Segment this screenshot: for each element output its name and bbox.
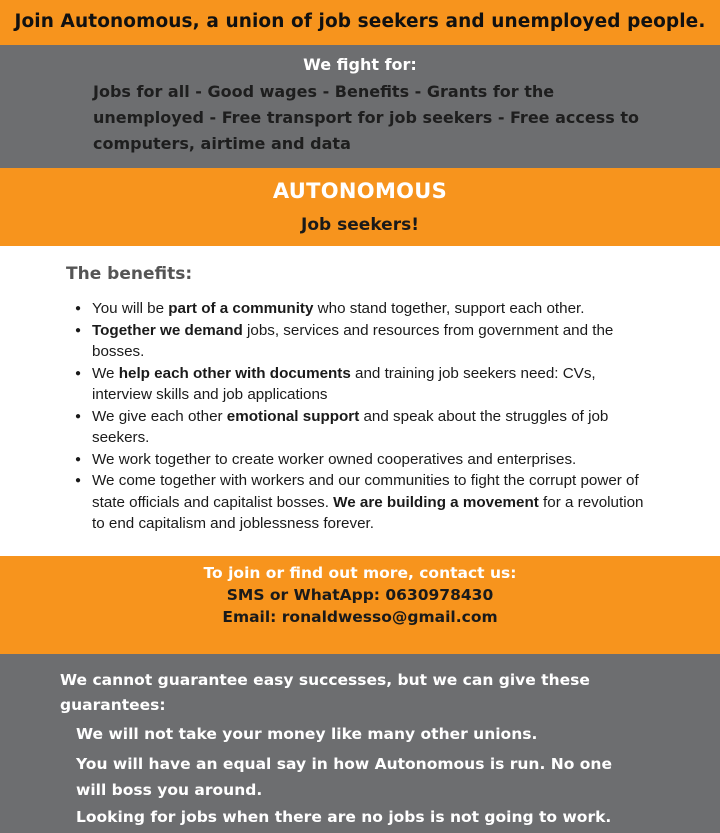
benefit-item: ● We come together with workers and our communities to fight the corrupt power of state officials and capitalist bosses. We are building a movement for a revolution to end capitalism and joblessness forever. <box>75 470 655 535</box>
fight-heading: We fight for: <box>303 55 417 74</box>
benefit-item: ● We work together to create worker owned cooperatives and enterprises. <box>75 449 655 471</box>
benefits-list <box>75 298 655 535</box>
fight-text: Jobs for all - Good wages - Benefits - Grants for the unemployed - Free transport for job seekers - Free access to computers, airtime and data <box>93 82 639 153</box>
guarantee-item: We will not take your money like many other unions. <box>76 725 538 743</box>
contact-section <box>0 556 720 654</box>
benefit-item: ● You will be part of a community who stand together, support each other. <box>75 298 655 320</box>
benefits-heading: The benefits: <box>66 264 193 284</box>
guarantee-item: Looking for jobs when there are no jobs is not going to work. <box>76 808 612 826</box>
brand-name: AUTONOMOUS <box>272 179 448 203</box>
guarantees-intro: We cannot guarantee easy successes, but we can give these guarantees: <box>60 671 590 714</box>
benefit-item: ● We help each other with documents and training job seekers need: CVs, interview skills and job applications <box>75 363 655 406</box>
benefit-item: ● Together we demand jobs, services and resources from government and the bosses. <box>75 320 655 363</box>
contact-sms: SMS or WhatApp: 0630978430 <box>226 586 494 604</box>
header-banner <box>0 0 720 45</box>
benefit-item: ● We give each other emotional support and speak about the struggles of job seekers. <box>75 406 655 449</box>
brand-tagline: Job seekers! <box>301 215 419 235</box>
header-title: Join Autonomous, a union of job seekers and unemployed people. <box>14 11 706 32</box>
fight-section <box>0 45 720 168</box>
guarantee-item: You will have an equal say in how Autonomous is run. No one will boss you around. <box>76 755 612 799</box>
contact-email: Email: ronaldwesso@gmail.com <box>222 608 498 626</box>
brand-section <box>0 168 720 246</box>
benefits-section <box>0 246 720 556</box>
guarantees-section <box>0 654 720 833</box>
contact-heading: To join or find out more, contact us: <box>203 564 517 582</box>
